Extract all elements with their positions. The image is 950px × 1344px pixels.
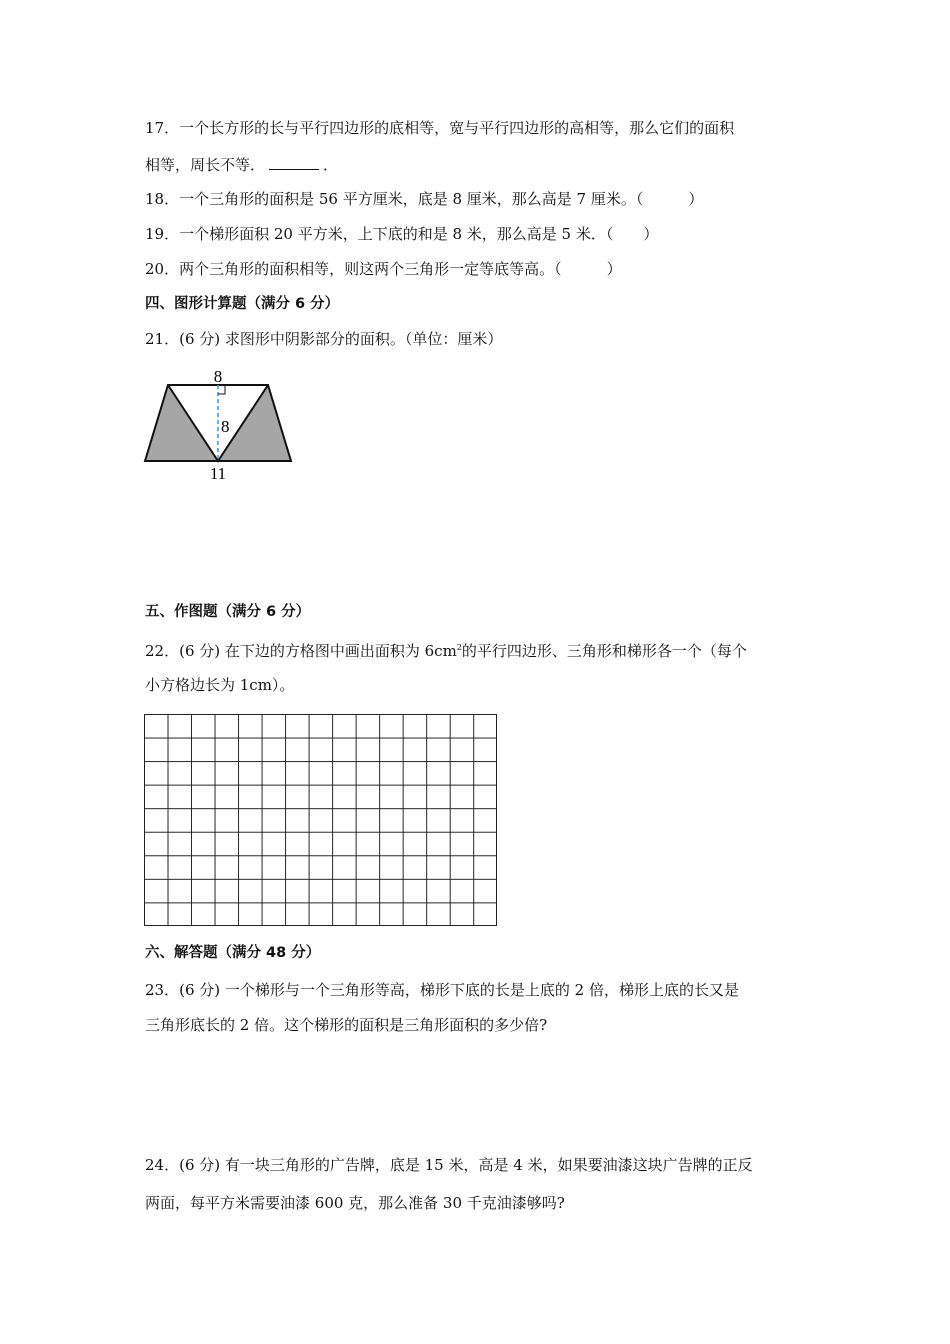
q22-text: 22．(6 分) 在下边的方格图中画出面积为 6cm [145,642,457,660]
height-label: 8 [221,417,230,436]
q23-line2: 三角形底长的 2 倍。这个梯形的面积是三角形面积的多少倍? [145,1016,548,1034]
section-5-heading: 五、作图题（满分 6 分） [145,604,311,620]
top-base-label: 8 [213,367,223,386]
q17-line1: 17．一个长方形的长与平行四边形的底相等，宽与平行四边形的高相等，那么它们的面积 [145,119,735,137]
q22-line1 [145,639,747,660]
q23-line1: 23．(6 分) 一个梯形与一个三角形等高，梯形下底的长是上底的 2 倍，梯形上底的长又是 [145,981,739,999]
drawing-grid[interactable] [144,714,497,926]
superscript: 2 [456,643,462,652]
q22-text-cont: 的平行四边形、三角形和梯形各一个（每个 [461,642,747,660]
q19: 19．一个梯形面积 20 平方米，上下底的和是 8 米，那么高是 5 米．（ ） [145,225,659,243]
bottom-base-label: 11 [209,464,227,483]
answer-blank[interactable] [269,157,319,170]
q18: 18．一个三角形的面积是 56 平方厘米，底是 8 厘米，那么高是 7 厘米。（ ） [145,190,704,208]
section-4-heading: 四、图形计算题（满分 6 分） [145,296,340,312]
q17-line2 [145,156,338,174]
q24-line2: 两面，每平方米需要油漆 600 克，那么准备 30 千克油漆够吗? [145,1194,565,1212]
q17-end: ． [323,156,339,174]
q21: 21．(6 分) 求图形中阴影部分的面积。（单位：厘米） [145,330,503,348]
q24-line1: 24．(6 分) 有一块三角形的广告牌，底是 15 米，高是 4 米，如果要油漆这块广告牌的正反 [145,1156,753,1174]
q17-text: 相等，周长不等． [145,156,266,174]
section-6-heading: 六、解答题（满分 48 分） [145,945,321,961]
q20: 20．两个三角形的面积相等，则这两个三角形一定等底等高。（ ） [145,260,622,278]
trapezoid-figure [135,362,305,487]
q22-line2: 小方格边长为 1cm）。 [145,676,295,694]
right-angle-mark [218,385,225,394]
